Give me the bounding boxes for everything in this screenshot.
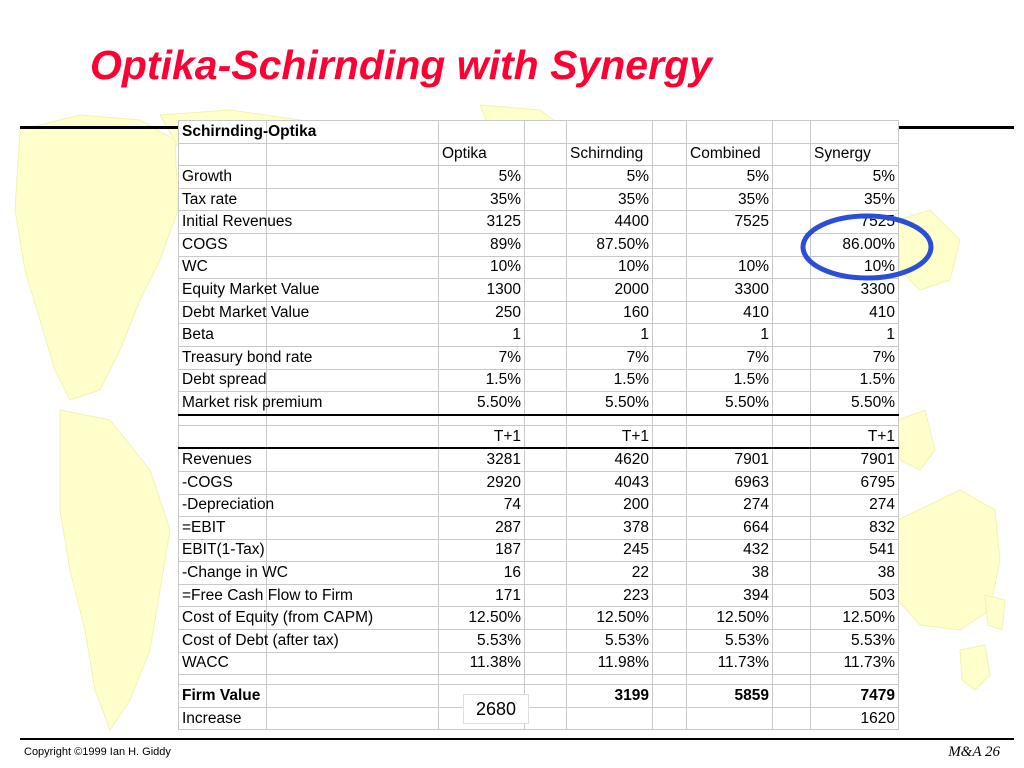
empty-cell xyxy=(267,471,439,494)
combined-value: 3300 xyxy=(687,279,773,302)
footer-divider xyxy=(20,738,1014,740)
combined-value: 5% xyxy=(687,166,773,189)
empty-cell xyxy=(525,584,567,607)
empty-cell xyxy=(773,471,811,494)
empty-cell xyxy=(525,539,567,562)
empty-cell xyxy=(439,121,525,144)
synergy-value: 6795 xyxy=(811,471,899,494)
combined-value xyxy=(687,707,773,730)
empty-cell xyxy=(525,211,567,234)
empty-cell xyxy=(525,707,567,730)
schirnding-value: 5.53% xyxy=(567,630,653,653)
firm-value-callout: 2680 xyxy=(463,694,529,724)
empty-cell xyxy=(773,425,811,448)
row-label: Debt Market Value xyxy=(179,301,267,324)
empty-cell xyxy=(653,494,687,517)
empty-cell xyxy=(773,166,811,189)
empty-cell xyxy=(525,675,567,685)
empty-cell xyxy=(525,652,567,675)
row-label: =EBIT xyxy=(179,517,267,540)
empty-cell xyxy=(653,685,687,708)
table-row xyxy=(179,652,899,675)
empty-cell xyxy=(653,188,687,211)
synergy-value: 35% xyxy=(811,188,899,211)
empty-cell xyxy=(773,392,811,415)
empty-cell xyxy=(525,369,567,392)
empty-cell xyxy=(773,707,811,730)
schirnding-value: 223 xyxy=(567,584,653,607)
combined-value: 11.73% xyxy=(687,652,773,675)
synergy-value: 5.50% xyxy=(811,392,899,415)
period-synergy: T+1 xyxy=(811,425,899,448)
empty-cell xyxy=(811,415,899,426)
synergy-value: 7901 xyxy=(811,448,899,471)
synergy-value: 1.5% xyxy=(811,369,899,392)
empty-cell xyxy=(525,517,567,540)
table-row xyxy=(179,256,899,279)
optika-value: 16 xyxy=(439,562,525,585)
table-row xyxy=(179,630,899,653)
optika-value: 3125 xyxy=(439,211,525,234)
combined-value: 10% xyxy=(687,256,773,279)
empty-cell xyxy=(525,562,567,585)
empty-cell xyxy=(525,685,567,708)
empty-cell xyxy=(773,675,811,685)
empty-cell xyxy=(653,471,687,494)
empty-cell xyxy=(525,448,567,471)
combined-value: 5.50% xyxy=(687,392,773,415)
optika-value: 1.5% xyxy=(439,369,525,392)
empty-cell xyxy=(687,121,773,144)
empty-cell xyxy=(653,233,687,256)
empty-cell xyxy=(773,346,811,369)
row-label: -COGS xyxy=(179,471,267,494)
empty-cell xyxy=(653,256,687,279)
row-label: Beta xyxy=(179,324,267,347)
header-combined: Combined xyxy=(687,143,773,166)
spreadsheet-table xyxy=(178,120,899,730)
table-row xyxy=(179,494,899,517)
separator-row xyxy=(179,675,899,685)
empty-cell xyxy=(439,415,525,426)
empty-cell xyxy=(773,279,811,302)
optika-value: 7% xyxy=(439,346,525,369)
combined-value: 5.53% xyxy=(687,630,773,653)
empty-cell xyxy=(811,675,899,685)
empty-cell xyxy=(179,415,267,426)
empty-cell xyxy=(773,369,811,392)
synergy-value: 503 xyxy=(811,584,899,607)
empty-cell xyxy=(653,166,687,189)
empty-cell xyxy=(773,121,811,144)
empty-cell xyxy=(179,143,267,166)
synergy-value: 12.50% xyxy=(811,607,899,630)
synergy-value: 832 xyxy=(811,517,899,540)
schirnding-value: 4400 xyxy=(567,211,653,234)
table-row xyxy=(179,471,899,494)
empty-cell xyxy=(773,630,811,653)
empty-cell xyxy=(773,324,811,347)
empty-cell xyxy=(653,425,687,448)
optika-value: 1 xyxy=(439,324,525,347)
spreadsheet-body xyxy=(179,121,899,730)
optika-value: 11.38% xyxy=(439,652,525,675)
synergy-value: 1 xyxy=(811,324,899,347)
optika-value: 35% xyxy=(439,188,525,211)
empty-cell xyxy=(653,517,687,540)
separator-row xyxy=(179,415,899,426)
empty-cell xyxy=(653,584,687,607)
optika-value: 3281 xyxy=(439,448,525,471)
empty-cell xyxy=(525,494,567,517)
empty-cell xyxy=(653,630,687,653)
empty-cell xyxy=(653,675,687,685)
empty-cell xyxy=(773,415,811,426)
empty-cell xyxy=(653,346,687,369)
schirnding-value: 4043 xyxy=(567,471,653,494)
empty-cell xyxy=(267,143,439,166)
row-label: Equity Market Value xyxy=(179,279,267,302)
empty-cell xyxy=(267,539,439,562)
table-row xyxy=(179,448,899,471)
synergy-value: 5.53% xyxy=(811,630,899,653)
page-number: M&A 26 xyxy=(948,744,1000,760)
empty-cell xyxy=(773,652,811,675)
row-label: Initial Revenues xyxy=(179,211,267,234)
optika-value: 2920 xyxy=(439,471,525,494)
combined-value: 38 xyxy=(687,562,773,585)
optika-value: 89% xyxy=(439,233,525,256)
empty-cell xyxy=(811,121,899,144)
synergy-value: 11.73% xyxy=(811,652,899,675)
combined-value: 1 xyxy=(687,324,773,347)
row-label: WACC xyxy=(179,652,267,675)
empty-cell xyxy=(525,346,567,369)
empty-cell xyxy=(525,121,567,144)
schirnding-value: 3199 xyxy=(567,685,653,708)
table-row xyxy=(179,324,899,347)
table-title-row xyxy=(179,121,899,144)
synergy-value: 274 xyxy=(811,494,899,517)
row-label: Cost of Debt (after tax) xyxy=(179,630,267,653)
schirnding-value: 11.98% xyxy=(567,652,653,675)
optika-value: 74 xyxy=(439,494,525,517)
combined-value: 432 xyxy=(687,539,773,562)
empty-cell xyxy=(653,143,687,166)
combined-value: 7901 xyxy=(687,448,773,471)
schirnding-value: 160 xyxy=(567,301,653,324)
empty-cell xyxy=(773,256,811,279)
optika-value: 5% xyxy=(439,166,525,189)
increase-row xyxy=(179,707,899,730)
synergy-value: 7479 xyxy=(811,685,899,708)
empty-cell xyxy=(267,494,439,517)
empty-cell xyxy=(653,562,687,585)
row-label: Cost of Equity (from CAPM) xyxy=(179,607,267,630)
empty-cell xyxy=(267,675,439,685)
empty-cell xyxy=(525,607,567,630)
empty-cell xyxy=(267,233,439,256)
header-optika: Optika xyxy=(439,143,525,166)
empty-cell xyxy=(525,188,567,211)
header-synergy: Synergy xyxy=(811,143,899,166)
synergy-value: 1620 xyxy=(811,707,899,730)
synergy-value: 7% xyxy=(811,346,899,369)
empty-cell xyxy=(567,675,653,685)
empty-cell xyxy=(653,369,687,392)
table-row xyxy=(179,584,899,607)
empty-cell xyxy=(773,211,811,234)
table-row xyxy=(179,517,899,540)
synergy-value: 38 xyxy=(811,562,899,585)
combined-value: 1.5% xyxy=(687,369,773,392)
schirnding-value: 245 xyxy=(567,539,653,562)
empty-cell xyxy=(525,324,567,347)
empty-cell xyxy=(267,415,439,426)
empty-cell xyxy=(773,539,811,562)
schirnding-value xyxy=(567,707,653,730)
empty-cell xyxy=(653,539,687,562)
row-label: COGS xyxy=(179,233,267,256)
schirnding-value: 87.50% xyxy=(567,233,653,256)
empty-cell xyxy=(653,324,687,347)
period-combined xyxy=(687,425,773,448)
row-label: =Free Cash Flow to Firm xyxy=(179,584,267,607)
synergy-value: 10% xyxy=(811,256,899,279)
row-label: -Depreciation xyxy=(179,494,267,517)
table-row xyxy=(179,211,899,234)
combined-value xyxy=(687,233,773,256)
schirnding-value: 10% xyxy=(567,256,653,279)
schirnding-value: 4620 xyxy=(567,448,653,471)
optika-value: 250 xyxy=(439,301,525,324)
empty-cell xyxy=(653,279,687,302)
empty-cell xyxy=(267,425,439,448)
empty-cell xyxy=(525,630,567,653)
empty-cell xyxy=(267,166,439,189)
empty-cell xyxy=(653,607,687,630)
empty-cell xyxy=(267,369,439,392)
empty-cell xyxy=(179,425,267,448)
empty-cell xyxy=(525,256,567,279)
optika-value: 287 xyxy=(439,517,525,540)
empty-cell xyxy=(567,415,653,426)
empty-cell xyxy=(267,324,439,347)
combined-value: 5859 xyxy=(687,685,773,708)
empty-cell xyxy=(773,448,811,471)
combined-value: 274 xyxy=(687,494,773,517)
row-label: EBIT(1-Tax) xyxy=(179,539,267,562)
schirnding-value: 5.50% xyxy=(567,392,653,415)
empty-cell xyxy=(773,685,811,708)
copyright-text: Copyright ©1999 Ian H. Giddy xyxy=(24,746,171,758)
slide-title: Optika-Schirnding with Synergy xyxy=(90,42,712,88)
table-title: Schirnding-Optika xyxy=(179,121,267,144)
empty-cell xyxy=(567,121,653,144)
schirnding-value: 2000 xyxy=(567,279,653,302)
synergy-value: 5% xyxy=(811,166,899,189)
table-row xyxy=(179,233,899,256)
schirnding-value: 1.5% xyxy=(567,369,653,392)
empty-cell xyxy=(525,166,567,189)
empty-cell xyxy=(525,279,567,302)
table-row xyxy=(179,369,899,392)
combined-value: 410 xyxy=(687,301,773,324)
optika-value: 171 xyxy=(439,584,525,607)
combined-value: 7% xyxy=(687,346,773,369)
empty-cell xyxy=(267,211,439,234)
empty-cell xyxy=(525,143,567,166)
empty-cell xyxy=(267,256,439,279)
row-label: Treasury bond rate xyxy=(179,346,267,369)
empty-cell xyxy=(653,301,687,324)
combined-value: 394 xyxy=(687,584,773,607)
schirnding-value: 200 xyxy=(567,494,653,517)
empty-cell xyxy=(653,652,687,675)
combined-value: 664 xyxy=(687,517,773,540)
period-schirnding: T+1 xyxy=(567,425,653,448)
empty-cell xyxy=(773,233,811,256)
empty-cell xyxy=(773,188,811,211)
empty-cell xyxy=(267,707,439,730)
row-label: Debt spread xyxy=(179,369,267,392)
empty-cell xyxy=(773,301,811,324)
empty-cell xyxy=(267,448,439,471)
row-label: Revenues xyxy=(179,448,267,471)
table-row xyxy=(179,166,899,189)
empty-cell xyxy=(773,562,811,585)
table-row xyxy=(179,301,899,324)
period-optika: T+1 xyxy=(439,425,525,448)
row-label: Tax rate xyxy=(179,188,267,211)
synergy-value: 541 xyxy=(811,539,899,562)
table-row xyxy=(179,188,899,211)
firm-value-row xyxy=(179,685,899,708)
period-header-row xyxy=(179,425,899,448)
empty-cell xyxy=(525,233,567,256)
empty-cell xyxy=(525,425,567,448)
empty-cell xyxy=(525,301,567,324)
optika-value: 12.50% xyxy=(439,607,525,630)
schirnding-value: 22 xyxy=(567,562,653,585)
empty-cell xyxy=(525,392,567,415)
empty-cell xyxy=(525,415,567,426)
row-label: WC xyxy=(179,256,267,279)
row-label: Increase xyxy=(179,707,267,730)
optika-value: 5.53% xyxy=(439,630,525,653)
empty-cell xyxy=(267,685,439,708)
empty-cell xyxy=(653,121,687,144)
empty-cell xyxy=(267,562,439,585)
schirnding-value: 5% xyxy=(567,166,653,189)
header-schirnding: Schirnding xyxy=(567,143,653,166)
schirnding-value: 12.50% xyxy=(567,607,653,630)
table-row xyxy=(179,562,899,585)
optika-value: 187 xyxy=(439,539,525,562)
combined-value: 6963 xyxy=(687,471,773,494)
row-label: Firm Value xyxy=(179,685,267,708)
column-header-row xyxy=(179,143,899,166)
combined-value: 12.50% xyxy=(687,607,773,630)
empty-cell xyxy=(653,415,687,426)
empty-cell xyxy=(653,392,687,415)
schirnding-value: 35% xyxy=(567,188,653,211)
synergy-value: 3300 xyxy=(811,279,899,302)
combined-value: 35% xyxy=(687,188,773,211)
empty-cell xyxy=(653,707,687,730)
table-row xyxy=(179,279,899,302)
row-label: Growth xyxy=(179,166,267,189)
empty-cell xyxy=(267,517,439,540)
empty-cell xyxy=(525,471,567,494)
table-row xyxy=(179,539,899,562)
empty-cell xyxy=(653,211,687,234)
row-label: -Change in WC xyxy=(179,562,267,585)
empty-cell xyxy=(687,415,773,426)
empty-cell xyxy=(267,188,439,211)
empty-cell xyxy=(773,584,811,607)
empty-cell xyxy=(687,675,773,685)
optika-value: 1300 xyxy=(439,279,525,302)
empty-cell xyxy=(773,143,811,166)
schirnding-value: 378 xyxy=(567,517,653,540)
empty-cell xyxy=(179,675,267,685)
empty-cell xyxy=(773,494,811,517)
optika-value: 10% xyxy=(439,256,525,279)
empty-cell xyxy=(439,675,525,685)
row-label: Market risk premium xyxy=(179,392,267,415)
empty-cell xyxy=(773,607,811,630)
empty-cell xyxy=(267,652,439,675)
table-row xyxy=(179,392,899,415)
table-row xyxy=(179,607,899,630)
combined-value: 7525 xyxy=(687,211,773,234)
schirnding-value: 1 xyxy=(567,324,653,347)
synergy-value: 7525 xyxy=(811,211,899,234)
empty-cell xyxy=(653,448,687,471)
optika-value: 5.50% xyxy=(439,392,525,415)
schirnding-value: 7% xyxy=(567,346,653,369)
synergy-value: 410 xyxy=(811,301,899,324)
table-row xyxy=(179,346,899,369)
synergy-value: 86.00% xyxy=(811,233,899,256)
empty-cell xyxy=(773,517,811,540)
